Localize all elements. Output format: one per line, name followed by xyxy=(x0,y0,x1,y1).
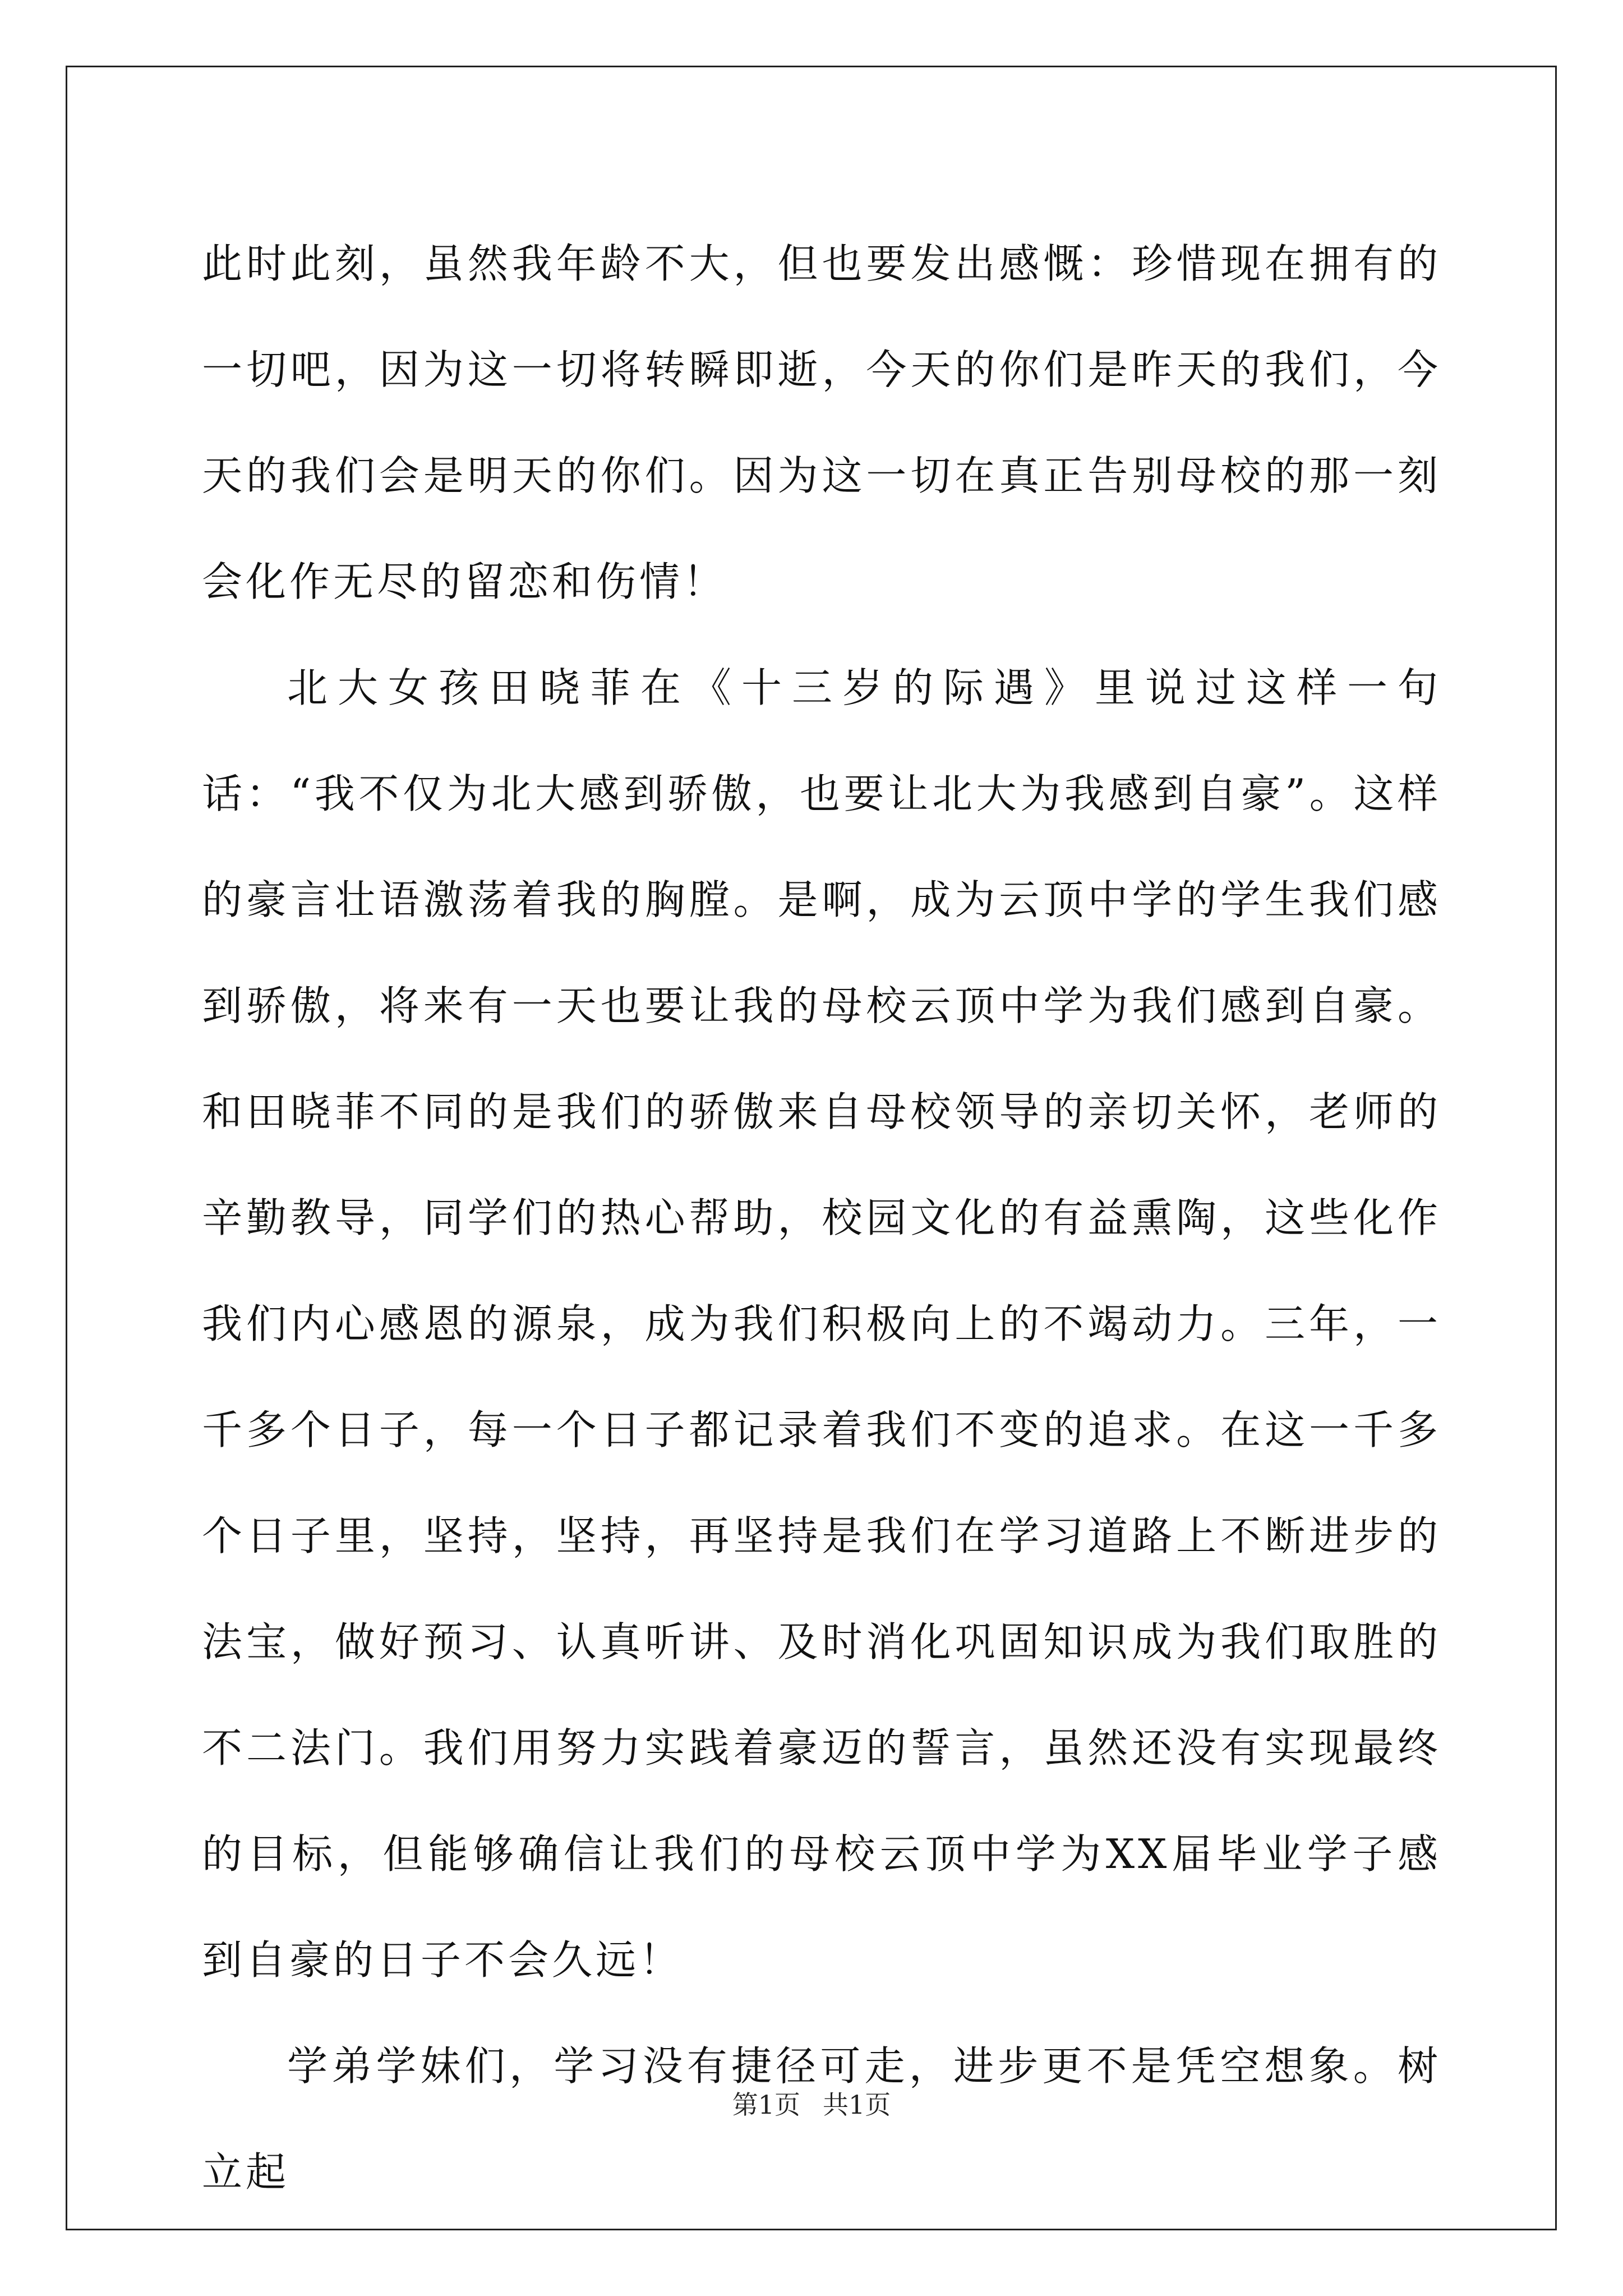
paragraph-2: 北大女孩田晓菲在《十三岁的际遇》里说过这样一句话：“我不仅为北大感到骄傲，也要让北大为我感到自豪”。这样的豪言壮语激荡着我的胸膛。是啊，成为云顶中学的学生我们感到骄傲，将来有一天也要让我的母校云顶中学为我们感到自豪。和田晓菲不同的是我们的骄傲来自母校领导的亲切关怀，老师的辛勤教导，同学们的热心帮助，校园文化的有益熏陶，这些化作我们内心感恩的源泉，成为我们积极向上的不竭动力。三年，一千多个日子，每一个日子都记录着我们不变的追求。在这一千多个日子里，坚持，坚持，再坚持是我们在学习道路上不断进步的法宝，做好预习、认真听讲、及时消化巩固知识成为我们取胜的不二法门。我们用努力实践着豪迈的誓言，虽然还没有实现最终的目标，但能够确信让我们的母校云顶中学为XX届毕业学子感到自豪的日子不会久远！ xyxy=(202,664,1441,1984)
page-number: 第1页 xyxy=(732,2090,800,2120)
paragraph-3: 学弟学妹们，学习没有捷径可走，进步更不是凭空想象。树立起 xyxy=(202,2042,1441,2196)
paragraph-1: 此时此刻，虽然我年龄不大，但也要发出感慨：珍惜现在拥有的一切吧，因为这一切将转瞬即逝，今天的你们是昨天的我们，今天的我们会是明天的你们。因为这一切在真正告别母校的那一刻会化作无尽的留恋和伤情！ xyxy=(202,240,1441,605)
page-total: 共1页 xyxy=(823,2090,891,2120)
page-footer xyxy=(0,2088,1623,2122)
document-body xyxy=(202,211,1441,2225)
